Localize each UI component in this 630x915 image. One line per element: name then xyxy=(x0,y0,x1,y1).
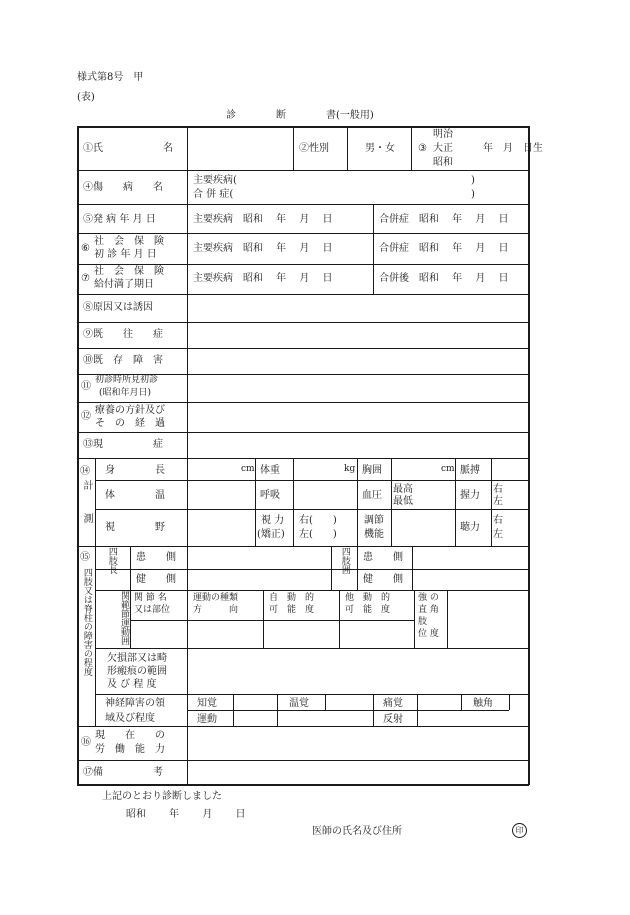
hearing-label: 聴力 xyxy=(460,522,480,533)
col-line xyxy=(373,204,374,294)
pulse-label: 脈搏 xyxy=(460,465,480,476)
col-line xyxy=(277,694,278,726)
form-side: (表) xyxy=(77,92,95,103)
row-line xyxy=(77,322,529,323)
joint-name-line1: 関 節 名 xyxy=(134,593,167,603)
row-line xyxy=(77,402,529,403)
dob-ymd: 年 月 日生 xyxy=(483,143,543,154)
acuity-line1: 視 力 xyxy=(261,515,285,526)
hearing-right: 右 xyxy=(493,515,503,526)
row-line xyxy=(77,760,529,761)
row-line xyxy=(77,726,529,727)
col-line xyxy=(233,694,234,726)
disease-label: ④傷 病 名 xyxy=(83,182,163,193)
diagnosis-form xyxy=(77,126,543,785)
bp-high: 最高 xyxy=(393,484,413,495)
ankylosis-line1: 強 の xyxy=(418,593,439,603)
col-line xyxy=(347,126,348,170)
benefit-end-line1: 社 会 保 険 xyxy=(94,266,164,277)
onset-comp: 合併症 昭和 年 月 日 xyxy=(379,214,509,225)
treatment-line2: そ の 経 過 xyxy=(95,418,165,429)
left-eye: 左( ) xyxy=(299,529,337,540)
height-unit: cm xyxy=(241,464,255,474)
accom-line2: 機能 xyxy=(364,529,384,540)
grip-label: 握力 xyxy=(460,490,480,501)
row-line xyxy=(77,204,529,205)
motion-line2: 方 向 xyxy=(193,605,239,615)
bp-low: 最低 xyxy=(393,496,413,507)
row-line xyxy=(95,569,529,570)
row-line xyxy=(77,264,529,265)
limb-circ-label: 四肢囲 xyxy=(339,547,350,574)
ankylosis-line2: 直 角 xyxy=(418,605,439,615)
ankylosis-line4: 位 度 xyxy=(418,629,439,639)
label-col-line xyxy=(187,126,188,785)
row-line xyxy=(77,546,529,547)
motion-line1: 運動の種類 xyxy=(193,593,239,603)
hearing-left: 左 xyxy=(493,529,503,540)
statement: 上記のとおり診断しました xyxy=(102,791,222,802)
col-line xyxy=(95,458,96,546)
reflex-label: 反射 xyxy=(383,714,403,725)
onset-main: 主要疾病 昭和 年 月 日 xyxy=(193,214,333,225)
row-line xyxy=(95,480,529,481)
vision-label: 視 野 xyxy=(105,522,165,533)
first-visit-main: 主要疾病 昭和 年 月 日 xyxy=(193,243,333,254)
col-line xyxy=(411,126,412,170)
border-bottom xyxy=(77,784,529,786)
length-healthy: 健 側 xyxy=(136,574,176,585)
limbs-number: ⑮ xyxy=(80,552,90,563)
row-line xyxy=(95,509,529,510)
row-line xyxy=(77,348,529,349)
joint-rom-label: 関範節運動囲 xyxy=(119,591,129,645)
era-meiji: 明治 xyxy=(433,129,453,140)
initial-line2: (昭和年月日) xyxy=(99,388,152,398)
work-line2: 労 働 能 力 xyxy=(95,744,165,755)
row-line xyxy=(77,458,529,459)
circ-affected: 患 側 xyxy=(363,552,403,563)
col-line xyxy=(95,546,96,726)
row-line xyxy=(95,648,529,649)
border-top xyxy=(77,126,529,128)
era-taisho: 大正 xyxy=(433,143,453,154)
col-line xyxy=(130,590,131,648)
col-line xyxy=(509,694,510,710)
disease-main-close: ) xyxy=(471,175,475,186)
resp-label: 呼吸 xyxy=(260,490,280,501)
border-left xyxy=(77,126,79,785)
work-number: ⑯ xyxy=(81,737,91,748)
col-line xyxy=(412,546,413,590)
work-line1: 現 在 の xyxy=(95,730,165,741)
seal-icon: 印 xyxy=(512,823,527,838)
bp-label: 血圧 xyxy=(362,490,382,501)
row-line xyxy=(95,694,529,695)
nerve-line1: 神経障害の領 xyxy=(105,698,165,709)
active-line2: 可 能 度 xyxy=(269,605,315,615)
page-title: 診 断 書(一般用) xyxy=(226,110,374,121)
existing-label: ⑩既 存 障 害 xyxy=(83,355,163,366)
pain-label: 痛覚 xyxy=(383,698,403,709)
defect-line2: 形瘢痕の範囲 xyxy=(107,666,167,677)
limbs-label: 四肢又は脊柱の障害の程度 xyxy=(81,568,92,676)
benefit-end-number: ⑦ xyxy=(81,273,90,284)
disease-main: 主要疾病( xyxy=(193,175,237,186)
accom-line1: 調節 xyxy=(364,515,384,526)
active-line1: 自 動 的 xyxy=(269,593,315,603)
cause-label: ⑧原因又は誘因 xyxy=(83,302,153,313)
remarks-label: ⑰備 考 xyxy=(83,767,163,778)
length-affected: 患 側 xyxy=(136,552,176,563)
perception-label: 知覚 xyxy=(197,698,217,709)
col-line xyxy=(491,458,492,546)
first-visit-line2: 初 診 年 月 日 xyxy=(94,249,157,260)
circ-healthy: 健 側 xyxy=(363,574,403,585)
row-line xyxy=(95,590,529,591)
passive-line2: 可 能 度 xyxy=(345,605,391,615)
col-line xyxy=(293,126,294,170)
benefit-end-main: 主要疾病 昭和 年 月 日 xyxy=(193,273,333,284)
dob-number: ③ xyxy=(418,143,427,154)
grip-right: 右 xyxy=(493,484,503,495)
measurement-number: ⑭ xyxy=(80,466,90,477)
name-label: ①氏 名 xyxy=(83,143,173,154)
col-line xyxy=(373,694,374,726)
col-line xyxy=(455,458,456,546)
disease-comp-close: ) xyxy=(471,189,475,200)
benefit-end-line2: 給付満了期日 xyxy=(94,279,154,290)
form-number: 様式第8号 甲 xyxy=(77,72,144,83)
row-line xyxy=(77,170,529,171)
col-line xyxy=(255,458,256,546)
nerve-line2: 域及び程度 xyxy=(105,713,155,724)
right-eye: 右( ) xyxy=(299,515,337,526)
col-line xyxy=(391,458,392,546)
initial-line1: 初診時所見初診 xyxy=(95,375,159,385)
weight-unit: kg xyxy=(344,464,356,474)
sex-value: 男・女 xyxy=(365,143,395,154)
passive-line1: 他 動 的 xyxy=(345,593,391,603)
grip-left: 左 xyxy=(493,496,503,507)
row-line xyxy=(77,233,529,234)
row-line xyxy=(77,294,529,295)
defect-line1: 欠損部又は畸 xyxy=(107,653,167,664)
temp-label: 体 温 xyxy=(105,490,165,501)
treatment-line1: 療養の方針及び xyxy=(95,405,165,416)
col-line xyxy=(414,590,415,648)
history-label: ⑨既 往 症 xyxy=(83,329,163,340)
col-line xyxy=(325,694,326,710)
current-label: ⑬現 症 xyxy=(83,439,163,450)
sex-label: ②性別 xyxy=(299,143,329,154)
warm-label: 温覚 xyxy=(289,698,309,709)
border-right xyxy=(528,126,530,785)
diagnosis-date: 昭和 年 月 日 xyxy=(126,809,246,820)
col-line xyxy=(339,590,340,648)
defect-line3: 及 び 程 度 xyxy=(107,679,157,690)
disease-comp: 合 併 症( xyxy=(193,189,234,200)
col-line xyxy=(461,694,462,710)
row-line xyxy=(187,710,509,711)
onset-label: ⑤発 病 年 月 日 xyxy=(83,214,156,225)
col-line xyxy=(331,546,332,590)
height-label: 身 長 xyxy=(105,465,165,476)
first-visit-number: ⑥ xyxy=(81,243,90,254)
initial-number: ⑪ xyxy=(81,381,91,392)
row-line xyxy=(77,432,529,433)
doctor-label: 医師の氏名及び住所 xyxy=(312,826,402,837)
era-showa: 昭和 xyxy=(433,157,453,168)
col-line xyxy=(447,590,448,648)
ankylosis-line3: 肢 xyxy=(418,617,428,627)
weight-label: 体重 xyxy=(260,465,280,476)
col-line xyxy=(130,546,131,590)
col-line xyxy=(263,590,264,648)
chest-label: 胸囲 xyxy=(362,465,382,476)
first-visit-comp: 合併症 昭和 年 月 日 xyxy=(379,243,509,254)
col-line xyxy=(357,546,358,590)
limb-length-label: 四肢長 xyxy=(106,547,117,574)
touch-label: 触角 xyxy=(473,698,493,709)
col-line xyxy=(417,694,418,726)
acuity-line2: (矯正) xyxy=(257,529,285,540)
chest-unit: cm xyxy=(441,464,455,474)
col-line xyxy=(187,590,188,648)
treatment-number: ⑫ xyxy=(81,411,91,422)
measurement-label: 計 測 xyxy=(81,480,92,524)
first-visit-line1: 社 会 保 険 xyxy=(94,236,164,247)
motor-label: 運動 xyxy=(197,714,217,725)
col-line xyxy=(293,458,294,546)
col-line xyxy=(357,458,358,546)
joint-name-line2: 又は部位 xyxy=(134,605,171,615)
row-line xyxy=(130,620,414,621)
benefit-end-comp: 合併後 昭和 年 月 日 xyxy=(379,273,509,284)
